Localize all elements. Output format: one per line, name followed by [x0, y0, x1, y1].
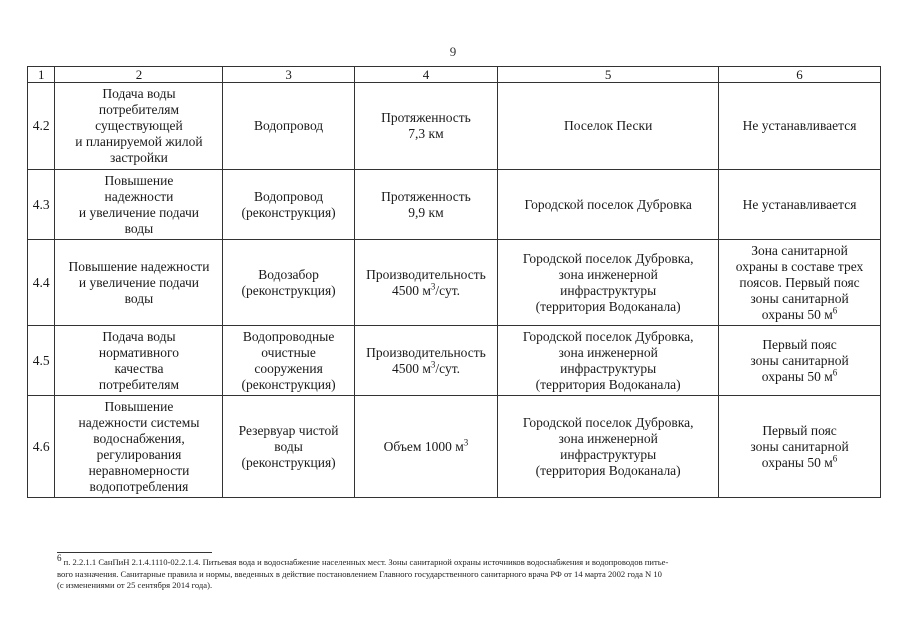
zone-cell [719, 170, 881, 240]
table-row [28, 83, 881, 170]
purpose-cell: Повышение надежности системы водоснабжения, регулирования неравномерности водопотребления [55, 396, 223, 498]
location-cell: Городской поселок Дубровка, зона инженерной инфраструктуры (территория Водоканала) [498, 396, 719, 498]
row-number: 4.5 [28, 326, 55, 396]
footnote-divider [57, 552, 212, 553]
capacity-cell [354, 240, 498, 326]
zone-text: Первый пояс зоны санитарной охраны 50 м [750, 336, 849, 384]
row-number: 4.2 [28, 83, 55, 170]
object-cell: Водопроводные очистные сооружения (реконструкция) [223, 326, 354, 396]
capacity-cell [354, 170, 498, 240]
capacity-text: Производительность 4500 м [366, 344, 486, 376]
object-cell: Водопровод [223, 83, 354, 170]
row-number: 4.4 [28, 240, 55, 326]
location-cell: Городской поселок Дубровка, зона инженерной инфраструктуры (территория Водоканала) [498, 326, 719, 396]
purpose-cell: Подача воды потребителям существующей и планируемой жилой застройки [55, 83, 223, 170]
zone-text: Не устанавливается [742, 196, 857, 212]
superscript-cubed: 3 [463, 437, 469, 447]
column-header: 1 [28, 67, 55, 83]
footnote-ref: 6 [832, 305, 838, 315]
zone-cell [719, 396, 881, 498]
object-cell: Водопровод (реконструкция) [223, 170, 354, 240]
column-header: 3 [223, 67, 354, 83]
capacity-cell [354, 396, 498, 498]
measures-table [27, 66, 881, 498]
location-cell: Городской поселок Дубровка [498, 170, 719, 240]
capacity-unit: /сут. [435, 282, 460, 298]
footnote [57, 553, 857, 592]
footnote-marker: 6 [57, 553, 62, 564]
column-header: 2 [55, 67, 223, 83]
footnote-text: п. 2.2.1.1 СанПиН 2.1.4.1110-02.2.1.4. Питьевая вода и водоснабжение населенных мест. Зоны санитарной охраны источников водоснабжения и водопроводов питье- вого назначения. Санитарные правила и нормы, введенных в действие постановлением Главного государственного санитарного врача РФ от 14 марта 2002 года N 10 (с изменениями от 25 сентября 2014 года). [57, 557, 669, 590]
superscript-cubed: 3 [430, 281, 436, 291]
capacity-text: Протяженность 7,3 км [381, 110, 471, 141]
row-number: 4.6 [28, 396, 55, 498]
zone-cell [719, 240, 881, 326]
purpose-cell: Повышение надежности и увеличение подачи воды [55, 240, 223, 326]
location-cell: Городской поселок Дубровка, зона инженерной инфраструктуры (территория Водоканала) [498, 240, 719, 326]
table-header-row [28, 67, 881, 83]
capacity-unit: /сут. [435, 360, 460, 376]
purpose-cell: Повышение надежности и увеличение подачи воды [55, 170, 223, 240]
purpose-cell: Подача воды нормативного качества потребителям [55, 326, 223, 396]
object-cell: Водозабор (реконструкция) [223, 240, 354, 326]
object-cell: Резервуар чистой воды (реконструкция) [223, 396, 354, 498]
zone-text: Первый пояс зоны санитарной охраны 50 м [750, 422, 849, 470]
footnote-ref: 6 [832, 453, 838, 463]
table-row [28, 240, 881, 326]
table-row [28, 396, 881, 498]
footnote-ref: 6 [832, 367, 838, 377]
zone-text: Зона санитарной охраны в составе трех поясов. Первый пояс зоны санитарной охраны 50 м [735, 242, 864, 322]
capacity-text: Производительность 4500 м [366, 266, 486, 298]
table-row [28, 326, 881, 396]
row-number: 4.3 [28, 170, 55, 240]
capacity-cell [354, 83, 498, 170]
zone-cell [719, 83, 881, 170]
zone-text: Не устанавливается [742, 118, 857, 133]
location-cell: Поселок Пески [498, 83, 719, 170]
column-header: 6 [719, 67, 881, 83]
column-header: 5 [498, 67, 719, 83]
superscript-cubed: 3 [430, 359, 436, 369]
zone-cell [719, 326, 881, 396]
capacity-text: Объем 1000 м [383, 438, 464, 454]
capacity-text: Протяженность 9,9 км [381, 188, 471, 220]
page-number: 9 [449, 44, 457, 59]
capacity-cell [354, 326, 498, 396]
table-row [28, 170, 881, 240]
column-header: 4 [354, 67, 498, 83]
